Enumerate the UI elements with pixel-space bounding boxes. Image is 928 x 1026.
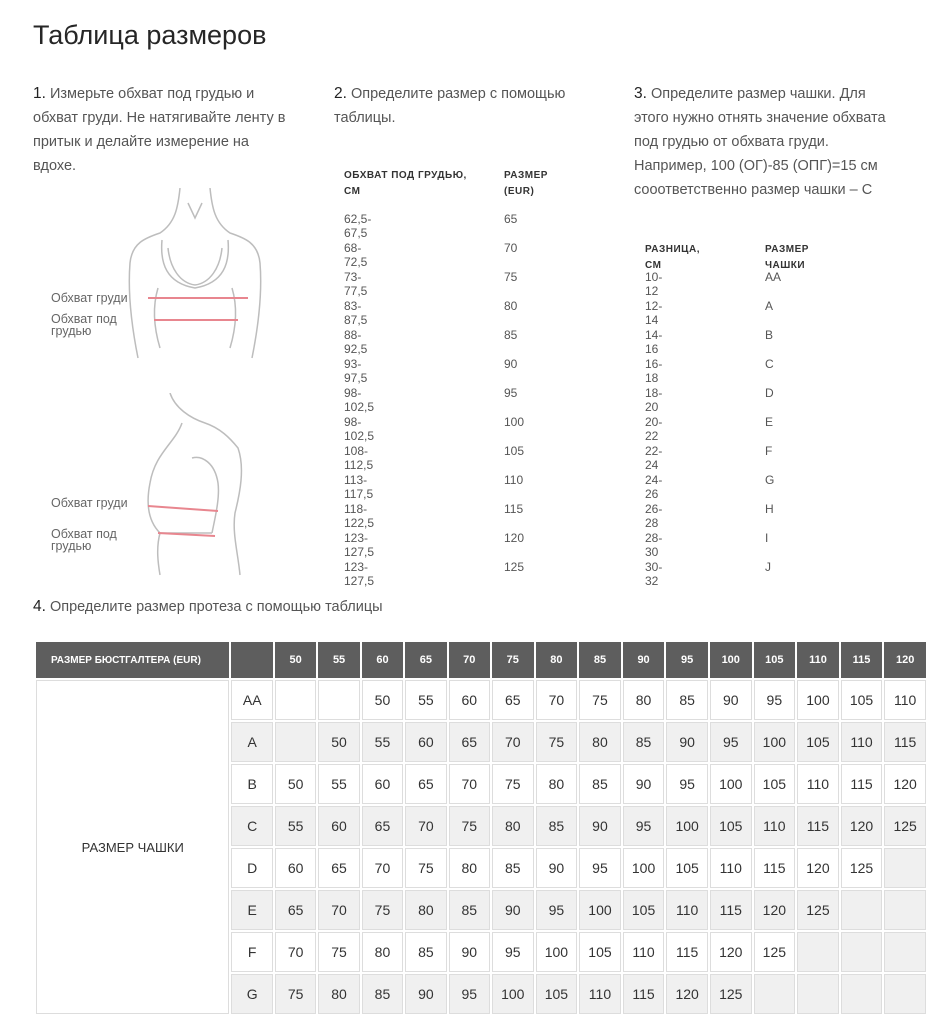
band-size-cell: 80: [504, 299, 518, 313]
size-cell: 70: [362, 848, 403, 888]
size-cell: 70: [492, 722, 534, 762]
size-cell: 125: [841, 848, 883, 888]
band-size-cell: 95: [504, 386, 518, 400]
size-cell: 125: [710, 974, 752, 1014]
size-cell: 85: [666, 680, 708, 720]
size-cell: 85: [362, 974, 403, 1014]
step-2-text: Определите размер с помощью таблицы.: [334, 86, 566, 126]
size-cell: 75: [405, 848, 446, 888]
column-header-50: 50: [275, 642, 316, 678]
size-cell: 80: [579, 722, 621, 762]
size-cell: 90: [579, 806, 621, 846]
size-cell: 75: [449, 806, 490, 846]
step-4-number: 4.: [33, 598, 46, 615]
size-cell: 120: [710, 932, 752, 972]
cup-diff-cell: 26-28: [645, 502, 663, 530]
size-cell: 90: [666, 722, 708, 762]
step-1-number: 1.: [33, 85, 46, 102]
size-cell: 65: [449, 722, 490, 762]
step-4: [33, 598, 383, 616]
size-cell: 110: [841, 722, 883, 762]
size-cell: 105: [579, 932, 621, 972]
size-cell: 115: [797, 806, 839, 846]
size-cell: 85: [405, 932, 446, 972]
size-cell: [884, 848, 926, 888]
size-cell: [884, 932, 926, 972]
size-cell: 85: [449, 890, 490, 930]
side-figure-illustration: [120, 393, 280, 578]
page-title: Таблица размеров: [33, 20, 267, 50]
size-cell: [754, 974, 796, 1014]
size-cell: 65: [405, 764, 446, 804]
cup-size-cell: A: [765, 299, 774, 313]
column-header-70: 70: [449, 642, 490, 678]
size-cell: 120: [884, 764, 926, 804]
step-1-text: Измерьте обхват под грудью и обхват груди. Не натягивайте ленту в притык и делайте измерение на вдохе.: [33, 86, 286, 174]
size-cell: 80: [623, 680, 665, 720]
cup-diff-cell: 28-30: [645, 531, 663, 559]
size-cell: 120: [754, 890, 796, 930]
size-cell: 115: [841, 764, 883, 804]
step-3-number: 3.: [634, 85, 647, 102]
size-cell: 90: [405, 974, 446, 1014]
cup-diff-cell: 22-24: [645, 444, 663, 472]
size-cell: 85: [623, 722, 665, 762]
front-chest-label: Обхват груди: [51, 291, 128, 305]
size-cell: 75: [536, 722, 578, 762]
cup-size-cell: B: [765, 328, 774, 342]
band-size-cell: 125: [504, 560, 525, 574]
size-cell: 120: [841, 806, 883, 846]
column-header-80: 80: [536, 642, 578, 678]
size-cell: [797, 974, 839, 1014]
side-underbust-label: Обхват под грудью: [51, 527, 117, 553]
step-2: [334, 82, 604, 130]
size-cell: 80: [449, 848, 490, 888]
size-cell: 85: [579, 764, 621, 804]
size-cell: 90: [536, 848, 578, 888]
cup-diff-cell: 18-20: [645, 386, 663, 414]
size-cell: 55: [275, 806, 316, 846]
cup-table-header-cup: РАЗМЕР ЧАШКИ: [765, 244, 809, 271]
cup-diff-cell: 16-18: [645, 357, 663, 385]
size-cell: 60: [362, 764, 403, 804]
size-cell: 85: [492, 848, 534, 888]
size-cell: 70: [536, 680, 578, 720]
size-cell: 115: [710, 890, 752, 930]
size-cell: 85: [536, 806, 578, 846]
cup-diff-cell: 24-26: [645, 473, 663, 501]
cup-size-row-label: РАЗМЕР ЧАШКИ: [36, 680, 229, 1014]
size-cell: 75: [318, 932, 359, 972]
size-cell: 70: [318, 890, 359, 930]
column-header-55: 55: [318, 642, 359, 678]
size-cell: 105: [797, 722, 839, 762]
size-cell: 80: [536, 764, 578, 804]
size-cell: 105: [666, 848, 708, 888]
column-header-105: 105: [754, 642, 796, 678]
cup-diff-cell: 10-12: [645, 270, 663, 298]
size-cell: 115: [623, 974, 665, 1014]
side-chest-label: Обхват груди: [51, 496, 128, 510]
size-cell: 100: [623, 848, 665, 888]
size-cell: 125: [797, 890, 839, 930]
step-4-text: Определите размер протеза с помощью таблицы: [45, 599, 383, 615]
prosthesis-size-table: [34, 640, 928, 1016]
size-cell: 100: [666, 806, 708, 846]
size-cell: 75: [275, 974, 316, 1014]
band-range-cell: 83-87,5: [344, 299, 368, 327]
column-header-100: 100: [710, 642, 752, 678]
step-3-text: Определите размер чашки. Для этого нужно отнять значение обхвата под грудью от обхвата груди. Например, 100 (ОГ)-85 (ОПГ)=15 см сооответственно размер чашки – С: [634, 86, 886, 198]
band-size-cell: 65: [504, 212, 518, 226]
size-cell: 95: [666, 764, 708, 804]
band-size-cell: 70: [504, 241, 518, 255]
size-cell: 105: [710, 806, 752, 846]
cup-label-B: B: [231, 764, 272, 804]
band-range-cell: 98-102,5: [344, 415, 375, 443]
size-cell: 110: [754, 806, 796, 846]
cup-size-cell: I: [765, 531, 769, 545]
column-header-90: 90: [623, 642, 665, 678]
size-cell: 95: [492, 932, 534, 972]
size-cell: 100: [492, 974, 534, 1014]
band-range-cell: 98-102,5: [344, 386, 375, 414]
size-cell: [841, 974, 883, 1014]
cup-diff-cell: 12-14: [645, 299, 663, 327]
cup-diff-cell: 30-32: [645, 560, 663, 588]
size-cell: [275, 722, 316, 762]
size-cell: 60: [318, 806, 359, 846]
size-cell: [841, 932, 883, 972]
band-range-cell: 73-77,5: [344, 270, 368, 298]
size-cell: 105: [623, 890, 665, 930]
band-range-cell: 113-117,5: [344, 473, 374, 501]
size-cell: [884, 974, 926, 1014]
size-cell: 105: [536, 974, 578, 1014]
size-cell: 70: [405, 806, 446, 846]
band-size-cell: 75: [504, 270, 518, 284]
band-table-header-underbust: ОБХВАТ ПОД ГРУДЬЮ, СМ: [344, 170, 467, 197]
size-cell: 80: [492, 806, 534, 846]
size-cell: 125: [754, 932, 796, 972]
size-cell: 80: [318, 974, 359, 1014]
size-cell: 50: [362, 680, 403, 720]
size-cell: 110: [710, 848, 752, 888]
size-cell: 115: [884, 722, 926, 762]
size-cell: 65: [275, 890, 316, 930]
step-2-number: 2.: [334, 85, 347, 102]
size-cell: 70: [449, 764, 490, 804]
column-header-95: 95: [666, 642, 708, 678]
column-header-120: 120: [884, 642, 926, 678]
size-cell: 110: [666, 890, 708, 930]
size-cell: 65: [362, 806, 403, 846]
band-size-cell: 105: [504, 444, 525, 458]
cup-label-C: C: [231, 806, 272, 846]
size-cell: 100: [797, 680, 839, 720]
size-cell: 60: [405, 722, 446, 762]
size-cell: [275, 680, 316, 720]
table-row: [36, 680, 926, 720]
size-cell: 105: [841, 680, 883, 720]
size-cell: 55: [362, 722, 403, 762]
band-size-cell: 120: [504, 531, 525, 545]
size-cell: 75: [362, 890, 403, 930]
size-cell: 90: [710, 680, 752, 720]
cup-size-cell: E: [765, 415, 774, 429]
cup-table-header-diff: РАЗНИЦА, СМ: [645, 244, 700, 271]
band-range-cell: 68-72,5: [344, 241, 368, 269]
step-1: [33, 82, 293, 178]
size-cell: 95: [623, 806, 665, 846]
cup-label-AA: AA: [231, 680, 272, 720]
cup-label-F: F: [231, 932, 272, 972]
size-cell: 55: [405, 680, 446, 720]
band-size-cell: 115: [504, 502, 524, 516]
size-cell: 60: [449, 680, 490, 720]
size-cell: 95: [579, 848, 621, 888]
size-cell: 95: [710, 722, 752, 762]
size-cell: 75: [579, 680, 621, 720]
cup-diff-cell: 20-22: [645, 415, 663, 443]
size-cell: [841, 890, 883, 930]
cup-size-cell: H: [765, 502, 774, 516]
column-header-85: 85: [579, 642, 621, 678]
column-header-75: 75: [492, 642, 534, 678]
size-cell: 95: [536, 890, 578, 930]
cup-diff-cell: 14-16: [645, 328, 663, 356]
size-cell: 70: [275, 932, 316, 972]
size-cell: 80: [405, 890, 446, 930]
cup-size-cell: C: [765, 357, 774, 371]
size-cell: 100: [536, 932, 578, 972]
front-underbust-label: Обхват под грудью: [51, 312, 117, 338]
cup-label-D: D: [231, 848, 272, 888]
size-cell: 65: [492, 680, 534, 720]
step-3: [634, 82, 904, 202]
column-header-110: 110: [797, 642, 839, 678]
cup-label-E: E: [231, 890, 272, 930]
band-table-header-size: РАЗМЕР (EUR): [504, 170, 548, 197]
size-cell: 100: [710, 764, 752, 804]
band-range-cell: 108-112,5: [344, 444, 374, 472]
size-cell: 100: [579, 890, 621, 930]
size-cell: [884, 890, 926, 930]
cup-label-G: G: [231, 974, 272, 1014]
size-cell: 110: [623, 932, 665, 972]
cup-size-cell: J: [765, 560, 771, 574]
size-cell: 90: [449, 932, 490, 972]
front-figure-illustration: [120, 188, 270, 373]
size-cell: 110: [797, 764, 839, 804]
cup-size-cell: F: [765, 444, 773, 458]
band-size-cell: 110: [504, 473, 524, 487]
column-header-65: 65: [405, 642, 446, 678]
size-cell: 90: [623, 764, 665, 804]
size-cell: 120: [666, 974, 708, 1014]
size-cell: 95: [449, 974, 490, 1014]
size-cell: 95: [754, 680, 796, 720]
size-cell: 110: [884, 680, 926, 720]
band-range-cell: 93-97,5: [344, 357, 368, 385]
band-size-cell: 100: [504, 415, 525, 429]
bra-size-header: РАЗМЕР БЮСТГАЛТЕРА (EUR): [36, 642, 229, 678]
band-size-cell: 90: [504, 357, 518, 371]
size-cell: 65: [318, 848, 359, 888]
band-range-cell: 123-127,5: [344, 531, 375, 559]
size-cell: 75: [492, 764, 534, 804]
column-header-115: 115: [841, 642, 883, 678]
size-cell: 115: [666, 932, 708, 972]
size-cell: 50: [318, 722, 359, 762]
cup-label-A: A: [231, 722, 272, 762]
size-cell: [797, 932, 839, 972]
size-cell: 90: [492, 890, 534, 930]
size-cell: [318, 680, 359, 720]
band-size-cell: 85: [504, 328, 518, 342]
column-header-60: 60: [362, 642, 403, 678]
size-cell: 80: [362, 932, 403, 972]
header-spacer: [231, 642, 272, 678]
band-range-cell: 123-127,5: [344, 560, 375, 588]
band-range-cell: 62,5-67,5: [344, 212, 372, 240]
size-cell: 115: [754, 848, 796, 888]
size-cell: 125: [884, 806, 926, 846]
size-cell: 60: [275, 848, 316, 888]
size-cell: 50: [275, 764, 316, 804]
size-cell: 110: [579, 974, 621, 1014]
size-cell: 100: [754, 722, 796, 762]
cup-size-cell: G: [765, 473, 775, 487]
band-range-cell: 88-92,5: [344, 328, 368, 356]
band-range-cell: 118-122,5: [344, 502, 375, 530]
size-cell: 55: [318, 764, 359, 804]
size-cell: 105: [754, 764, 796, 804]
cup-size-cell: AA: [765, 270, 782, 284]
cup-size-cell: D: [765, 386, 774, 400]
size-cell: 120: [797, 848, 839, 888]
